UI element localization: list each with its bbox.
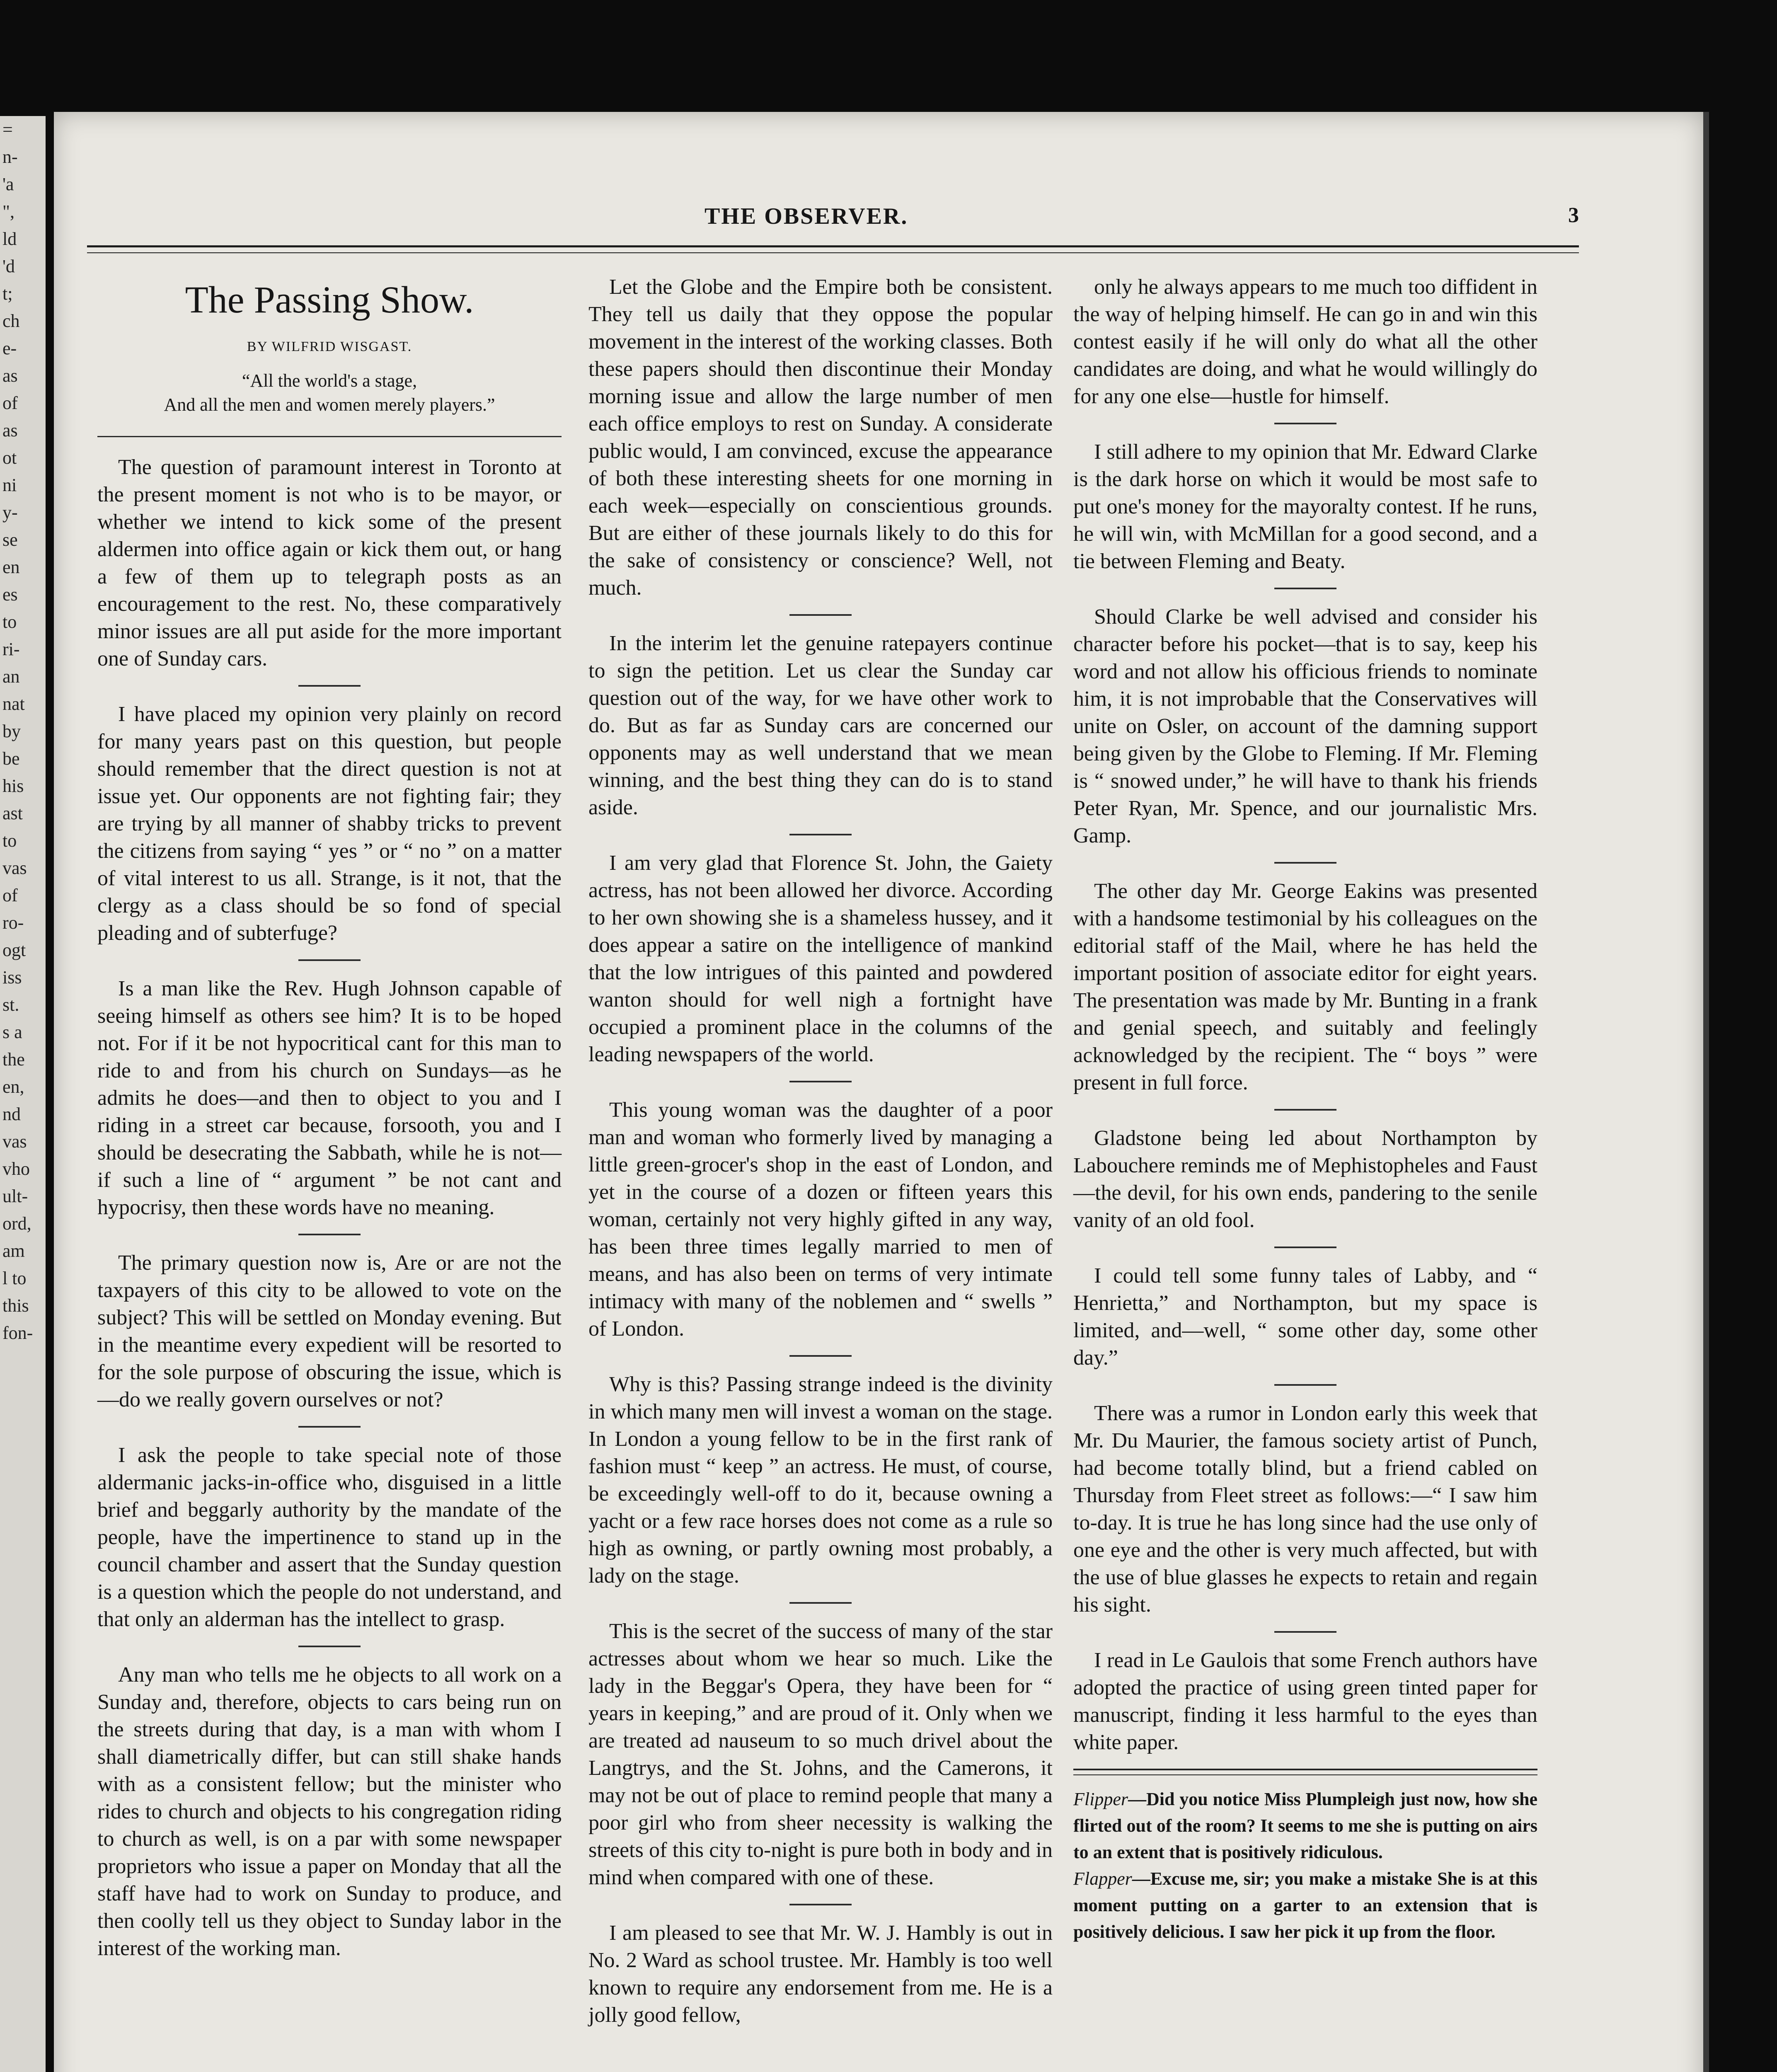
- fragment-text: to: [2, 612, 17, 632]
- fragment-text: as: [2, 366, 18, 386]
- dialog-rule: [1073, 1769, 1537, 1775]
- section-separator: [1274, 423, 1336, 424]
- adjacent-page-fragment: [0, 116, 46, 2072]
- fragment-text: vas: [2, 858, 27, 878]
- fragment-text: ast: [2, 803, 23, 823]
- fragment-text: the: [2, 1049, 25, 1070]
- fragment-text: fon-: [2, 1323, 33, 1343]
- dialog-line-2: [1073, 1866, 1537, 1945]
- epigraph-line-1: “All the world's a stage,: [242, 370, 417, 391]
- fragment-text: e-: [2, 338, 17, 358]
- dialog-block: [1073, 1786, 1537, 1945]
- fragment-text: ogt: [2, 940, 26, 960]
- section-separator: [789, 614, 852, 616]
- dialog-speaker-2: Flapper: [1073, 1869, 1132, 1889]
- paragraph: Any man who tells me he objects to all work on a Sunday and, therefore, objects to cars being run on the streets during that day, is a man with whom I shall diametrically differ, but can still shake hands with as a consistent fellow; but the minister who rides to church and objects to his congregation riding to church as well, is on a par with some newspaper proprietors who issue a paper on Monday that all the staff have had to work on Sunday to produce, and then coolly tell us they object to Sunday labor in the interest of the working man.: [97, 1663, 562, 1960]
- dialog-speaker-1: Flipper: [1073, 1789, 1128, 1809]
- section-separator: [789, 834, 852, 835]
- fragment-text: es: [2, 584, 18, 605]
- page-number: 3: [1568, 203, 1579, 227]
- fragment-text: 'a: [2, 174, 14, 194]
- column-2-body: [588, 274, 1053, 2029]
- paragraph: Let the Globe and the Empire both be consistent. They tell us daily that they oppose the popular movement in the interest of the working classes. Both these papers should then discontinue their Monday morning issue and allow the large number of men each office employs to rest on Sunday. A considerate public would, I am convinced, excuse the appearance of both these interesting sheets for one morning in each week—especially on conscientious grounds. But are either of these journals likely to do this for the sake of consistency or conscience? Well, not much.: [588, 275, 1053, 600]
- fragment-text: be: [2, 748, 20, 769]
- paragraph: In the interim let the genuine ratepayers continue to sign the petition. Let us clear the Sunday car question out of the way, for we have other work to do. But as far as Sunday cars are concerned our opponents may as well understand that we mean winning, and the best thing they can do is to stand aside.: [588, 632, 1053, 819]
- fragment-text: ni: [2, 475, 17, 495]
- fragment-text: ch: [2, 311, 20, 331]
- fragment-text: 'd: [2, 256, 15, 276]
- column-2: [588, 274, 1053, 2029]
- paragraph: There was a rumor in London early this week that Mr. Du Maurier, the famous society artist of Punch, had become totally blind, but a friend cabled on Thursday from Fleet street as follows:—“ I saw him to-day. It is true he has long since had the use only of one eye and the other is very much affected, but with the use of blue glasses he expects to retain and regain his sight.: [1073, 1402, 1537, 1617]
- fragment-text: ot: [2, 448, 17, 468]
- fragment-text: of: [2, 393, 18, 413]
- paragraph: The primary question now is, Are or are not the taxpayers of this city to be allowed to vote on the subject? This will be settled on Monday evening. But in the meantime every expedient will be resorted to for the sole purpose of obscuring the issue, which is—do we really govern ourselves or not?: [97, 1251, 562, 1411]
- fragment-text: n-: [2, 147, 18, 167]
- paragraph: I am very glad that Florence St. John, the Gaiety actress, has not been allowed her divorce. According to her own showing she is a shameless hussey, and it does appear a satire on the intelligence of mankind that the low intrigues of this painted and powdered wanton should for well nigh a fortnight have occupied a prominent place in the columns of the leading newspapers of the world.: [588, 851, 1053, 1066]
- paragraph: The other day Mr. George Eakins was presented with a handsome testimonial by his colleagues on the editorial staff of the Mail, where he has held the important position of associate editor for eight years. The presentation was made by Mr. Bunting in a frank and genial speech, and suitably and feelingly acknowledged by the recipient. The “ boys ” were present in full force.: [1073, 879, 1537, 1094]
- section-separator: [789, 1355, 852, 1357]
- fragment-text: ri-: [2, 639, 20, 659]
- fragment-text: ",: [2, 201, 15, 222]
- paragraph: I am pleased to see that Mr. W. J. Hambly is out in No. 2 Ward as school trustee. Mr. Hambly is too well known to require any endorsement from me. He is a jolly good fellow,: [588, 1921, 1053, 2027]
- fragment-text: nd: [2, 1104, 21, 1124]
- paragraph: I read in Le Gaulois that some French authors have adopted the practice of using green tinted paper for manuscript, finding it less harmful to the eyes than white paper.: [1073, 1648, 1537, 1754]
- fragment-text: ord,: [2, 1213, 31, 1234]
- paragraph: only he always appears to me much too diffident in the way of helping himself. He can go in and win this contest easily if he will only do what all the other candidates are doing, and what he would willingly do for any one else—hustle for himself.: [1073, 275, 1537, 408]
- article-title: The Passing Show.: [185, 278, 474, 321]
- fragment-text: to: [2, 830, 17, 851]
- fragment-text: se: [2, 530, 18, 550]
- fragment-text: ld: [2, 229, 17, 249]
- paragraph: This is the secret of the success of many of the star actresses about whom we hear so much. Like the lady in the Beggar's Opera, they have been for “ years in keeping,” and are proud of it. Only when we are treated ad nauseum to so much drivel about the Langtrys, and the St. Johns, and the Camerons, it may not be out of place to remind people that many a poor girl who from sheer necessity is walking the streets of this city to-night is pure both in body and in mind when compared with one of these.: [588, 1619, 1053, 1889]
- section-separator: [298, 1426, 361, 1428]
- section-separator: [789, 1081, 852, 1082]
- paragraph: Is a man like the Rev. Hugh Johnson capable of seeing himself as others see him? It is to be hoped not. For if it be not hypocritical cant for this man to ride to and from his church on Sundays—as he admits he does—and then to object to you and I riding in a street car because, forsooth, you and I should be desecrating the Sabbath, while he is not—if such a line of “ argument ” be not cant and hypocrisy, then these words have no meaning.: [97, 977, 562, 1219]
- section-separator: [1274, 588, 1336, 589]
- section-separator: [298, 1234, 361, 1235]
- fragment-text: vho: [2, 1159, 30, 1179]
- section-separator: [1274, 1631, 1336, 1633]
- fragment-text: st.: [2, 995, 19, 1015]
- section-separator: [1274, 1109, 1336, 1111]
- fragment-text: ult-: [2, 1186, 28, 1206]
- column-3: [1073, 274, 1537, 1945]
- masthead: [87, 203, 1579, 236]
- paragraph: Should Clarke be well advised and consider his character before his pocket—that is to say, keep his word and not allow his officious friends to nominate him, it is not improbable that the Conservatives will unite on Osler, on account of the damning support being given by the Globe to Fleming. If Mr. Fleming is “ snowed under,” he will have to thank his friends Peter Ryan, Mr. Spence, and our journalistic Mrs. Gamp.: [1073, 605, 1537, 847]
- section-separator: [1274, 862, 1336, 864]
- paragraph: The question of paramount interest in Toronto at the present moment is not who is to be mayor, or whether we intend to kick some of the present aldermen into office again or kick them out, or hang a few of them up to telegraph posts as an encouragement to the rest. No, these comparatively minor issues are all put aside for the more important one of Sunday cars.: [97, 455, 562, 670]
- fragment-text: ro-: [2, 913, 24, 933]
- fragment-text: nat: [2, 694, 25, 714]
- dialog-text-1: —Did you notice Miss Plumpleigh just now, how she flirted out of the room? It seems to me she is putting on airs to an extent that is positively ridiculous.: [1073, 1789, 1537, 1862]
- fragment-text: t;: [2, 283, 13, 304]
- fragment-text: en,: [2, 1077, 24, 1097]
- fragment-text: by: [2, 721, 21, 741]
- paragraph: Gladstone being led about Northampton by Labouchere reminds me of Mephistopheles and Faust—the devil, for his own ends, pandering to the senile vanity of an old fool.: [1073, 1126, 1537, 1232]
- paragraph: I still adhere to my opinion that Mr. Edward Clarke is the dark horse on which it would be most safe to put one's money for the mayoralty contest. If he runs, he will win, with McMillan for a good second, and a tie between Fleming and Beaty.: [1073, 440, 1537, 573]
- section-separator: [298, 1646, 361, 1647]
- dialog-text-2: —Excuse me, sir; you make a mistake She is at this moment putting on a garter to an extension that is positively delicious. I saw her pick it up from the floor.: [1073, 1869, 1537, 1942]
- fragment-text: am: [2, 1241, 25, 1261]
- fragment-text: his: [2, 776, 24, 796]
- section-separator: [1274, 1247, 1336, 1248]
- fragment-text: as: [2, 420, 18, 441]
- article-byline: BY WILFRID WISGAST.: [247, 339, 412, 354]
- newspaper-title: THE OBSERVER.: [705, 203, 908, 229]
- column-3-body: [1073, 274, 1537, 1756]
- fragment-text: y-: [2, 502, 18, 523]
- paragraph: I have placed my opinion very plainly on record for many years past on this question, but people should remember that the direct question is not at issue yet. Our opponents are not fighting fair; they are trying by all manner of shabby tricks to prevent the citizens from saying “ yes ” or “ no ” on a matter of vital interest to us all. Strange, is it not, that the clergy as a class should be so fond of special pleading and of subterfuge?: [97, 702, 562, 945]
- epigraph-line-2: And all the men and women merely players.”: [164, 395, 495, 415]
- paragraph: This young woman was the daughter of a poor man and woman who formerly lived by managing a little green-grocer's shop in the east of London, and yet in the course of a dozen or fifteen years this woman, certainly not very highly gifted in any way, has been three times legally married to men of means, and has also been on terms of very intimate intimacy with many of the noblemen and “ swells ” of London.: [588, 1098, 1053, 1341]
- masthead-rule: [87, 245, 1579, 253]
- column-1-body: [97, 454, 562, 1962]
- paragraph: Why is this? Passing strange indeed is the divinity in which many men will invest a woman on the stage. In London a young fellow to be in the first rank of fashion must “ keep ” an actress. He must, of course, be exceedingly well-off to do it, because owning a yacht or a few race horses does not come as a rule so high as owning, or partly owning most probably, a lady on the stage.: [588, 1372, 1053, 1588]
- section-separator: [298, 959, 361, 961]
- dialog-line-1: [1073, 1786, 1537, 1866]
- fragment-text: this: [2, 1295, 29, 1316]
- fragment-text: s a: [2, 1022, 22, 1042]
- section-separator: [789, 1904, 852, 1905]
- fragment-text: vas: [2, 1131, 27, 1152]
- fragment-text: en: [2, 557, 20, 577]
- fragment-text: =: [2, 119, 13, 140]
- section-separator: [1274, 1384, 1336, 1386]
- section-separator: [789, 1602, 852, 1604]
- fragment-text: l to: [2, 1268, 27, 1288]
- heading-rule: [97, 436, 562, 437]
- paragraph: I ask the people to take special note of those aldermanic jacks-in-office who, disguised in a little brief and beggarly authority by the mandate of the people, have the impertinence to stand up in the council chamber and assert that the Sunday question is a question which the people do not understand, and that only an alderman has the intellect to grasp.: [97, 1443, 562, 1631]
- fragment-text: an: [2, 666, 20, 687]
- fragment-text: of: [2, 885, 18, 905]
- paragraph: I could tell some funny tales of Labby, and “ Henrietta,” and Northampton, but my space is limited, and—well, “ some other day, some other day.”: [1073, 1264, 1537, 1370]
- section-separator: [298, 685, 361, 687]
- column-1: [97, 274, 562, 1962]
- fragment-text: iss: [2, 967, 22, 988]
